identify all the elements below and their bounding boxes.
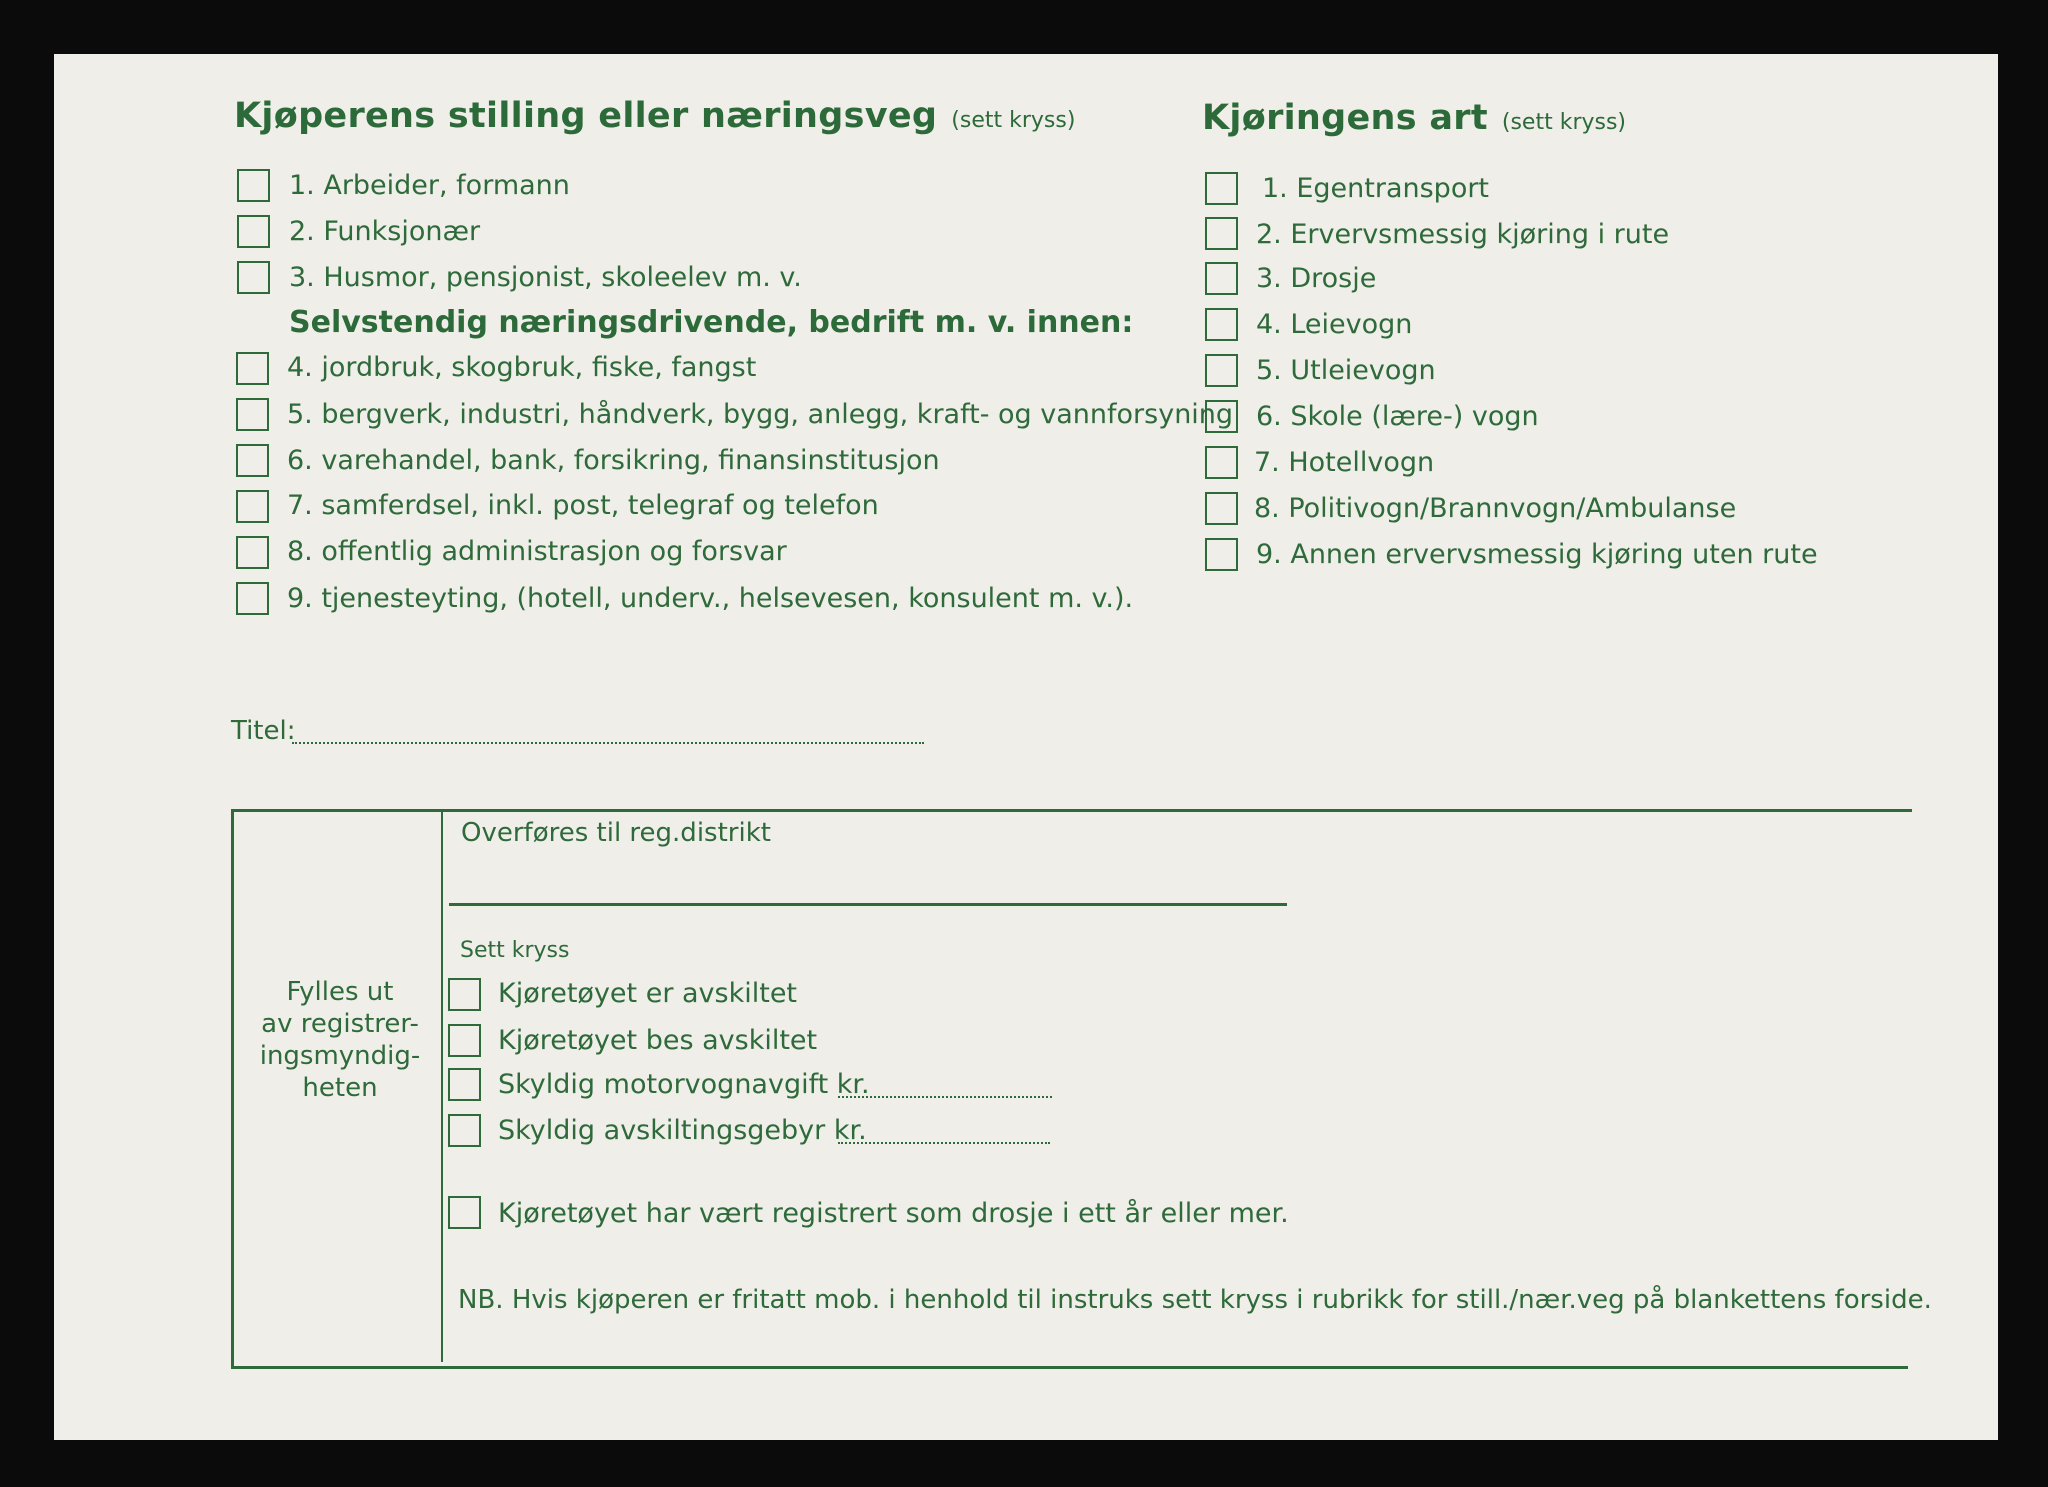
occupation-item-5: 5. bergverk, industri, håndverk, bygg, anlegg, kraft- og vannforsyning: [287, 399, 1234, 430]
occupation-item-6: 6. varehandel, bank, forsikring, finansinstitusjon: [287, 445, 940, 476]
checkbox-occupation-7[interactable]: [236, 490, 269, 523]
checkbox-avskiltingsgebyr[interactable]: [448, 1114, 481, 1147]
checkbox-occupation-3[interactable]: [237, 261, 270, 294]
drosje-registered-label: Kjøretøyet har vært registrert som drosje i ett år eller mer.: [498, 1198, 1289, 1229]
checkbox-motorvognavgift[interactable]: [448, 1068, 481, 1101]
occupation-item-8: 8. offentlig administrasjon og forsvar: [287, 536, 787, 567]
registry-side-label-line3: ingsmyndig-: [259, 1041, 421, 1071]
titel-field[interactable]: [292, 740, 924, 744]
driving-item-1: 1. Egentransport: [1262, 173, 1490, 204]
avskiltingsgebyr-label: Skyldig avskiltingsgebyr kr.: [498, 1115, 867, 1146]
checkbox-avskiltet[interactable]: [448, 978, 481, 1011]
checkbox-driving-3[interactable]: [1205, 262, 1238, 295]
driving-type-title: Kjøringens art: [1202, 98, 1488, 138]
titel-label: Titel:: [231, 716, 296, 746]
checkbox-occupation-8[interactable]: [236, 536, 269, 569]
reg-district-field-line[interactable]: [449, 903, 1287, 906]
buyer-occupation-heading: [234, 96, 1075, 136]
box-top-border: [232, 809, 1912, 812]
registry-side-label-line4: heten: [302, 1073, 378, 1103]
registry-side-label-line1: Fylles ut: [286, 977, 394, 1007]
box-bottom-border: [232, 1366, 1908, 1369]
nb-note: NB. Hvis kjøperen er fritatt mob. i henhold til instruks sett kryss i rubrikk for still./nær.veg på blankettens forside.: [458, 1285, 1932, 1315]
self-employed-subheading: Selvstendig næringsdrivende, bedrift m. v. innen:: [289, 305, 1134, 340]
driving-type-heading: [1202, 98, 1626, 138]
checkbox-driving-6[interactable]: [1205, 400, 1238, 433]
checkbox-occupation-1[interactable]: [237, 169, 270, 202]
driving-item-2: 2. Ervervsmessig kjøring i rute: [1256, 219, 1670, 250]
checkbox-occupation-4[interactable]: [236, 352, 269, 385]
motorvognavgift-amount-field[interactable]: [838, 1094, 1052, 1098]
checkbox-driving-7[interactable]: [1205, 446, 1238, 479]
checkbox-drosje-registered[interactable]: [448, 1196, 481, 1229]
driving-type-hint: (sett kryss): [1501, 110, 1627, 135]
driving-item-8: 8. Politivogn/Brannvogn/Ambulanse: [1254, 493, 1737, 524]
occupation-item-3: 3. Husmor, pensjonist, skoleelev m. v.: [289, 262, 802, 293]
checkbox-driving-2[interactable]: [1205, 217, 1238, 250]
sett-kryss-label: Sett kryss: [460, 938, 570, 963]
driving-item-9: 9. Annen ervervsmessig kjøring uten rute: [1256, 539, 1818, 570]
bes-avskiltet-label: Kjøretøyet bes avskiltet: [498, 1025, 818, 1056]
overfores-label: Overføres til reg.distrikt: [461, 818, 771, 848]
driving-item-4: 4. Leievogn: [1256, 309, 1413, 340]
avskiltingsgebyr-amount-field[interactable]: [838, 1140, 1050, 1144]
checkbox-bes-avskiltet[interactable]: [448, 1024, 481, 1057]
checkbox-occupation-5[interactable]: [236, 398, 269, 431]
registry-side-label-line2: av registrer-: [261, 1009, 419, 1039]
occupation-item-7: 7. samferdsel, inkl. post, telegraf og telefon: [287, 490, 879, 521]
driving-item-3: 3. Drosje: [1256, 263, 1377, 294]
occupation-item-2: 2. Funksjonær: [289, 216, 481, 247]
occupation-item-1: 1. Arbeider, formann: [289, 170, 570, 201]
occupation-item-9: 9. tjenesteyting, (hotell, underv., helsevesen, konsulent m. v.).: [287, 583, 1134, 614]
checkbox-driving-9[interactable]: [1205, 538, 1238, 571]
checkbox-occupation-9[interactable]: [236, 582, 269, 615]
registry-side-label: [240, 976, 440, 1104]
driving-item-6: 6. Skole (lære-) vogn: [1256, 401, 1539, 432]
checkbox-driving-5[interactable]: [1205, 354, 1238, 387]
checkbox-driving-1[interactable]: [1205, 172, 1238, 205]
avskiltet-label: Kjøretøyet er avskiltet: [498, 978, 798, 1009]
box-divider: [441, 812, 443, 1362]
checkbox-occupation-6[interactable]: [236, 444, 269, 477]
buyer-occupation-hint: (sett kryss): [951, 108, 1076, 133]
box-left-border: [231, 809, 234, 1369]
checkbox-driving-8[interactable]: [1205, 492, 1238, 525]
checkbox-driving-4[interactable]: [1205, 308, 1238, 341]
driving-item-5: 5. Utleievogn: [1256, 355, 1436, 386]
occupation-item-4: 4. jordbruk, skogbruk, fiske, fangst: [287, 352, 757, 383]
checkbox-occupation-2[interactable]: [237, 215, 270, 248]
buyer-occupation-title: Kjøperens stilling eller næringsveg: [234, 96, 938, 136]
motorvognavgift-label: Skyldig motorvognavgift kr.: [498, 1069, 870, 1100]
driving-item-7: 7. Hotellvogn: [1254, 447, 1435, 478]
